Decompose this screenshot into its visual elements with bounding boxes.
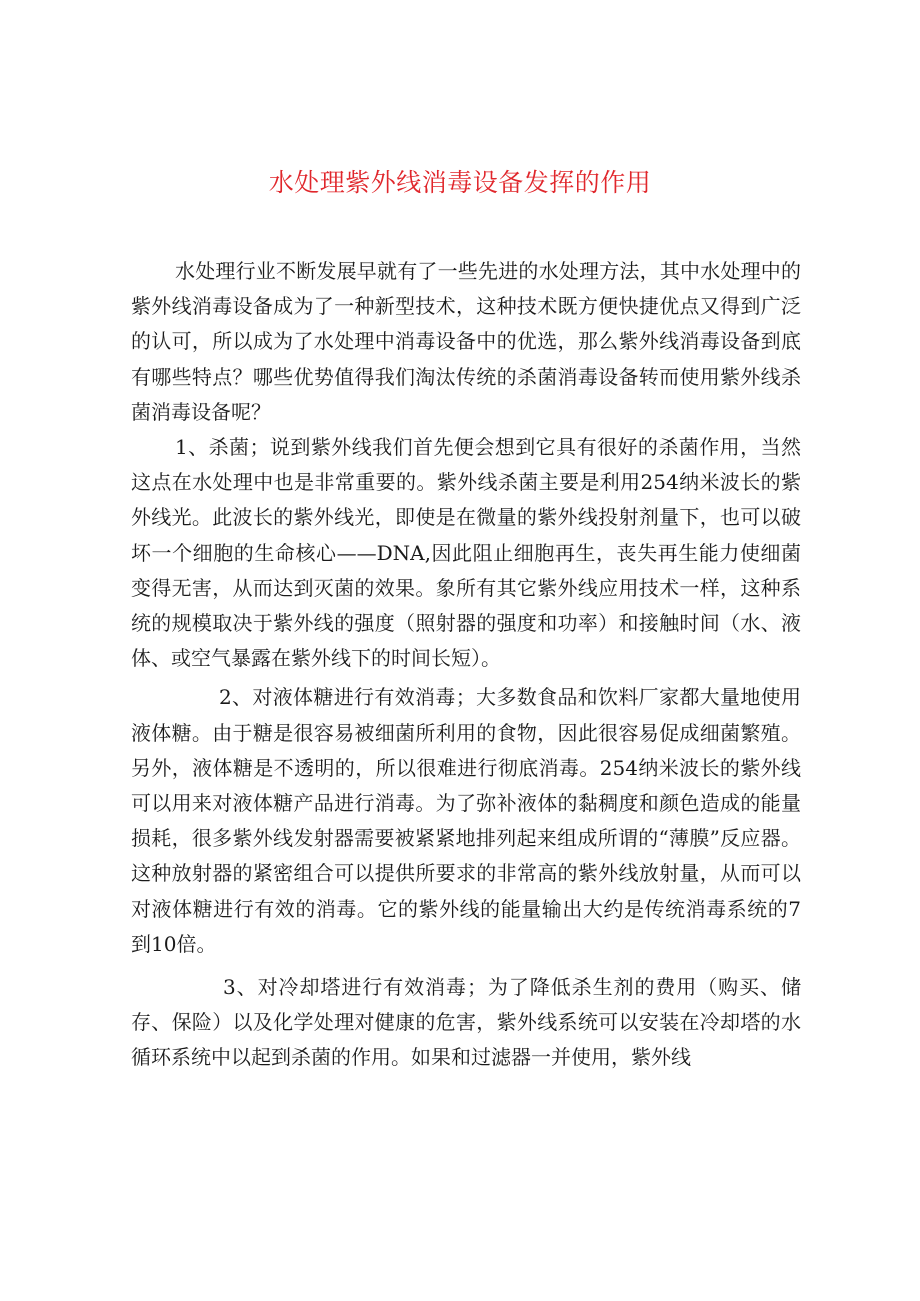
document-title: 水处理紫外线消毒设备发挥的作用 — [268, 168, 652, 197]
paragraph-sterilization: 1、杀菌；说到紫外线我们首先便会想到它具有很好的杀菌作用，当然这点在水处理中也是非常重要的。紫外线杀菌主要是利用254纳米波长的紫外线光。此波长的紫外线光，即使是在微量的紫外线投射剂量下，也可以破坏一个细胞的生命核心——DNA,因此阻止细胞再生，丧失再生能力使细菌变得无害，从而达到灭菌的效果。象所有其它紫外线应用技术一样，这种系统的规模取决于紫外线的强度（照射器的强度和功率）和接触时间（水、液体、或空气暴露在紫外线下的时间长短）。 — [131, 435, 801, 671]
paragraph-intro: 水处理行业不断发展早就有了一些先进的水处理方法，其中水处理中的紫外线消毒设备成为了一种新型技术，这种技术既方便快捷优点又得到广泛的认可，所以成为了水处理中消毒设备中的优选，那么紫外线消毒设备到底有哪些特点？哪些优势值得我们淘汰传统的杀菌消毒设备转而使用紫外线杀菌消毒设备呢？ — [131, 259, 801, 424]
document-body — [131, 254, 801, 1076]
paragraph-cooling-tower: 3、对冷却塔进行有效消毒；为了降低杀生剂的费用（购买、储存、保险）以及化学处理对健康的危害，紫外线系统可以安装在冷却塔的水循环系统中以起到杀菌的作用。如果和过滤器一并使用，紫外线 — [131, 975, 801, 1070]
paragraph-liquid-sugar: 2、对液体糖进行有效消毒；大多数食品和饮料厂家都大量地使用液体糖。由于糖是很容易被细菌所利用的食物，因此很容易促成细菌繁殖。另外，液体糖是不透明的，所以很难进行彻底消毒。254纳米波长的紫外线可以用来对液体糖产品进行消毒。为了弥补液体的黏稠度和颜色造成的能量损耗，很多紫外线发射器需要被紧紧地排列起来组成所谓的“薄膜”反应器。这种放射器的紧密组合可以提供所要求的非常高的紫外线放射量，从而可以对液体糖进行有效的消毒。它的紫外线的能量输出大约是传统消毒系统的7到10倍。 — [131, 685, 801, 956]
